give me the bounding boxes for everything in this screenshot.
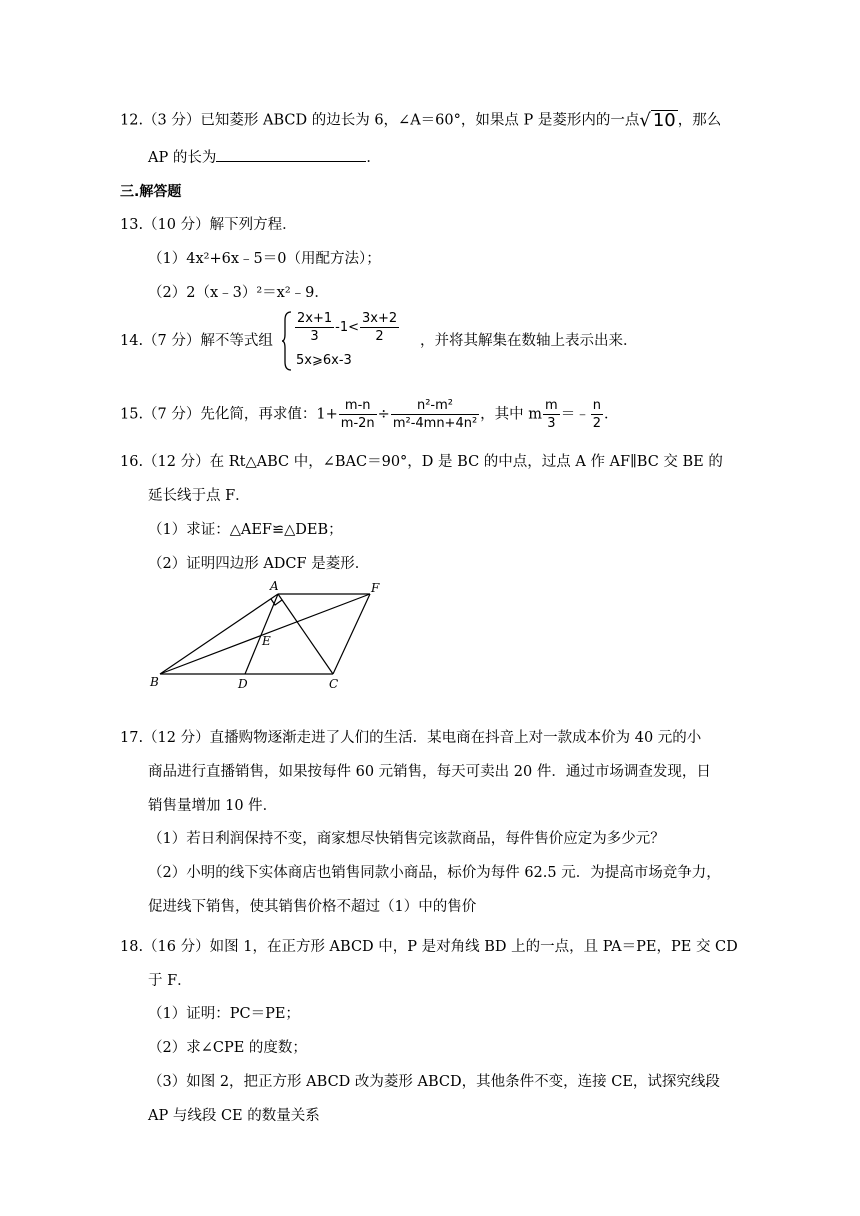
q15-line: 15.（7 分）先化简，再求值：1+ $\frac{m-n}{m-2n}$ ÷ $\frac{\text{n²-m²}}{\text{m²-4mn+4n²}}$ ，其中 m $\frac{m}{3}$ ＝﹣ $\frac{n}{2}$ ． [120, 398, 619, 431]
q17-part1: （1）若日利润保持不变，商家想尽快销售完该款商品，每件售价应定为多少元？ [148, 831, 665, 847]
q14-tail: ，并将其解集在数轴上表示出来． [420, 333, 638, 349]
q12-line2: AP 的长为 ． [148, 147, 381, 168]
q18-line1: 18.（16 分）如图 1，在正方形 ABCD 中，P 是对角线 BD 上的一点，且 PA＝PE，PE 交 CD [120, 939, 738, 955]
q17-line3: 销售量增加 10 件． [148, 798, 278, 814]
q17-line1: 17.（12 分）直播购物逐渐走进了人们的生活．某电商在抖音上对一款成本价为 40 元的小 [120, 730, 702, 746]
q17-part2-line1: （2）小明的线下实体商店也销售同款小商品，标价为每件 62.5 元．为提高市场竞争力， [148, 865, 721, 881]
q16-line2: 延长线于点 F． [148, 488, 250, 504]
label-E: E [262, 634, 271, 648]
geometry-figure [145, 578, 395, 693]
label-D: D [238, 677, 248, 691]
q13-part2: （2）2（x﹣3）²＝x²﹣9． [148, 285, 329, 301]
label-C: C [329, 677, 339, 691]
q18-part3-line2: AP 与线段 CE 的数量关系 [148, 1108, 320, 1124]
inequality-2: 5x⩾6x-3 [296, 353, 352, 368]
q18-part3-line1: （3）如图 2，把正方形 ABCD 改为菱形 ABCD，其他条件不变，连接 CE，试探究线段 [148, 1074, 720, 1090]
label-A: A [270, 579, 279, 593]
q18-line2: 于 F． [148, 973, 192, 989]
label-F: F [371, 581, 380, 595]
label-B: B [150, 675, 159, 689]
q13-part1: （1）4x²+6x﹣5＝0（用配方法）； [148, 251, 381, 267]
q13-head: 13.（10 分）解下列方程． [120, 217, 297, 233]
q12-line1: 12.（3 分）已知菱形 ABCD 的边长为 6，∠A＝60°，如果点 P 是菱形内的一点√ 10 ，那么 [120, 110, 722, 131]
inequality-1: $\frac{2x+1}{3}$ -1< $\frac{3x+2}{2}$ [297, 311, 398, 344]
q18-part1: （1）证明：PC＝PE； [148, 1006, 300, 1022]
section-title: 三.解答题 [120, 184, 182, 200]
q18-part2: （2）求∠CPE 的度数； [148, 1040, 307, 1056]
q14-head: 14.（7 分）解不等式组 [120, 333, 273, 349]
q16-part1: （1）求证：△AEF≌△DEB； [148, 522, 343, 538]
q16-part2: （2）证明四边形 ADCF 是菱形． [148, 556, 370, 572]
q16-line1: 16.（12 分）在 Rt△ABC 中，∠BAC＝90°，D 是 BC 的中点，过点 A 作 AF∥BC 交 BE 的 [120, 454, 723, 470]
q17-line2: 商品进行直播销售，如果按每件 60 元销售，每天可卖出 20 件．通过市场调查发现，日 [148, 764, 711, 780]
q17-part2-line2: 促进线下销售，使其销售价格不超过（1）中的售价 [148, 899, 477, 915]
sqrt-ten: √ 10 [639, 110, 676, 131]
system-brace [281, 310, 293, 372]
answer-blank [216, 147, 366, 162]
